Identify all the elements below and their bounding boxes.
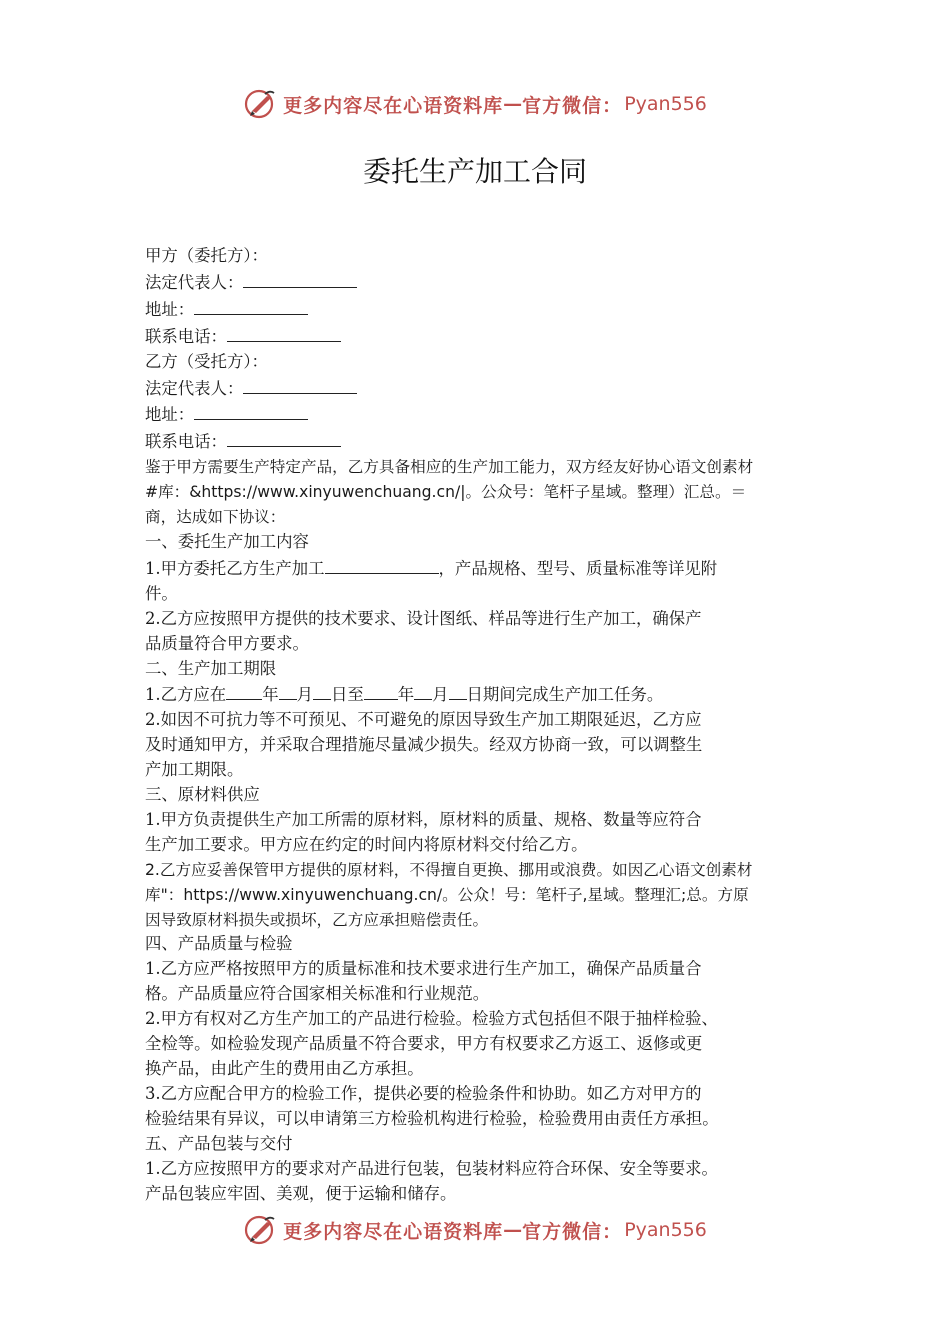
clause-5-1-line: 产品包装应牢固、美观，便于运输和储存。 [145, 1183, 457, 1203]
party-b-rep-line [145, 375, 815, 402]
clause-3-2-line: 因导致原材料损失或损坏，乙方应承担赔偿责任。 [145, 910, 489, 929]
clause-2-1-line [145, 681, 815, 708]
date-blank [226, 681, 262, 700]
clause-text: 日期间完成生产加工任务。 [466, 685, 664, 705]
preamble-line: 鉴于甲方需要生产特定产品，乙方具备相应的生产加工能力，双方经友好协心语文创素材 [145, 458, 754, 477]
clause-text: 年 [262, 685, 279, 705]
clause-2-2-line: 产加工期限。 [145, 760, 244, 780]
header-watermark-banner [0, 84, 950, 124]
clause-text: ，产品规格、型号、质量标准等详见附 [438, 558, 718, 578]
party-b-rep-blank [243, 375, 357, 394]
clause-4-2-line: 2.甲方有权对乙方生产加工的产品进行检验。检验方式包括但不限于抽样检验、 [145, 1009, 718, 1029]
party-a-phone-blank [227, 323, 341, 342]
clause-text: 1.乙方应在 [145, 685, 227, 705]
banner-contact-id: Pyan556 [624, 93, 707, 115]
clause-text: 年 [397, 685, 415, 705]
clause-2-2-line: 及时通知甲方，并采取合理措施尽量减少损失。经双方协商一致，可以调整生 [145, 735, 703, 755]
date-blank [449, 681, 467, 700]
clause-5-1-line: 1.乙方应按照甲方的要求对产品进行包装，包装材料应符合环保、安全等要求。 [145, 1158, 718, 1178]
party-a-address-label: 地址： [145, 299, 195, 319]
party-b-address-line [145, 401, 815, 428]
clause-1-2-line: 2.乙方应按照甲方提供的技术要求、设计图纸、样品等进行生产加工，确保产 [145, 608, 702, 628]
banner-text: 更多内容尽在心语资料库 [283, 94, 504, 117]
clause-4-2-line: 全检等。如检验发现产品质量不符合要求，甲方有权要求乙方返工、返修或更 [145, 1034, 703, 1054]
clause-3-2-line: 库"：https://www.xinyuwenchuang.cn/。公众！号：笔杆子,星域。整理汇;总。方原 [145, 885, 749, 904]
clause-text: 月 [296, 685, 313, 705]
party-b-rep-label: 法定代表人： [145, 378, 244, 398]
banner-contact-label: 官方微信： [522, 94, 623, 117]
preamble-line: 商，达成如下协议： [145, 508, 286, 527]
clause-3-2-line: 2.乙方应妥善保管甲方提供的原材料，不得擅自更换、挪用或浪费。如因乙心语文创素材 [145, 860, 753, 879]
clause-text: 日至 [330, 685, 364, 705]
party-a-phone-line [145, 323, 815, 350]
party-a-address-blank [194, 296, 308, 315]
party-b-phone-line [145, 428, 815, 455]
product-blank [325, 555, 439, 574]
document-title: 委托生产加工合同 [362, 155, 587, 188]
date-blank [313, 681, 331, 700]
date-blank [279, 681, 297, 700]
clause-3-1-line: 生产加工要求。甲方应在约定的时间内将原材料交付给乙方。 [145, 834, 588, 854]
clause-2-2-line: 2.如因不可抗力等不可预见、不可避免的原因导致生产加工期限延迟，乙方应 [145, 710, 702, 730]
footer-watermark-banner [0, 1210, 950, 1250]
section-1-heading: 一、委托生产加工内容 [145, 531, 309, 551]
party-a-heading: 甲方（委托方）： [145, 246, 268, 265]
clause-text: 月 [432, 685, 449, 705]
party-a-rep-blank [243, 269, 357, 288]
section-2-heading: 二、生产加工期限 [145, 658, 277, 678]
section-3-heading: 三、原材料供应 [145, 785, 260, 805]
banner-separator: — [503, 93, 523, 115]
party-a-address-line [145, 296, 815, 323]
banner-contact-label: 官方微信： [522, 1220, 623, 1243]
clause-text: 1.甲方委托乙方生产加工 [145, 558, 325, 578]
clause-1-2-line: 品质量符合甲方要求。 [145, 633, 309, 653]
date-blank [364, 681, 398, 700]
document-body [145, 244, 815, 1206]
clause-3-1-line: 1.甲方负责提供生产加工所需的原材料，原材料的质量、规格、数量等应符合 [145, 809, 702, 829]
preamble-line: #库：&https://www.xinyuwenchuang.cn/|。公众号：笔杆子星域。整理）汇总。＝ [145, 483, 747, 502]
party-b-heading: 乙方（受托方）： [145, 351, 268, 371]
banner-separator: — [503, 1219, 523, 1241]
party-b-address-blank [194, 401, 308, 420]
party-b-phone-label: 联系电话： [145, 432, 227, 452]
date-blank [414, 681, 432, 700]
clause-4-1-line: 1.乙方应严格按照甲方的质量标准和技术要求进行生产加工，确保产品质量合 [145, 959, 702, 979]
clause-4-1-line: 格。产品质量应符合国家相关标准和行业规范。 [145, 984, 490, 1004]
party-a-rep-line [145, 269, 815, 296]
clause-4-2-line: 换产品，由此产生的费用由乙方承担。 [145, 1059, 424, 1078]
section-5-heading: 五、产品包装与交付 [145, 1133, 293, 1153]
party-b-address-label: 地址： [145, 405, 195, 425]
pen-logo-icon [243, 1212, 279, 1248]
pen-logo-icon [243, 86, 279, 122]
banner-contact-id: Pyan556 [624, 1219, 707, 1241]
clause-1-1-line: 件。 [145, 583, 178, 603]
banner-text: 更多内容尽在心语资料库 [283, 1220, 504, 1243]
clause-4-3-line: 3.乙方应配合甲方的检验工作，提供必要的检验条件和协助。如乙方对甲方的 [145, 1083, 702, 1103]
clause-1-1-line [145, 555, 815, 582]
party-a-rep-label: 法定代表人： [145, 272, 244, 292]
party-b-phone-blank [227, 428, 341, 447]
party-a-phone-label: 联系电话： [145, 326, 227, 346]
clause-4-3-line: 检验结果有异议，可以申请第三方检验机构进行检验，检验费用由责任方承担。 [145, 1108, 719, 1128]
section-4-heading: 四、产品质量与检验 [145, 934, 293, 954]
